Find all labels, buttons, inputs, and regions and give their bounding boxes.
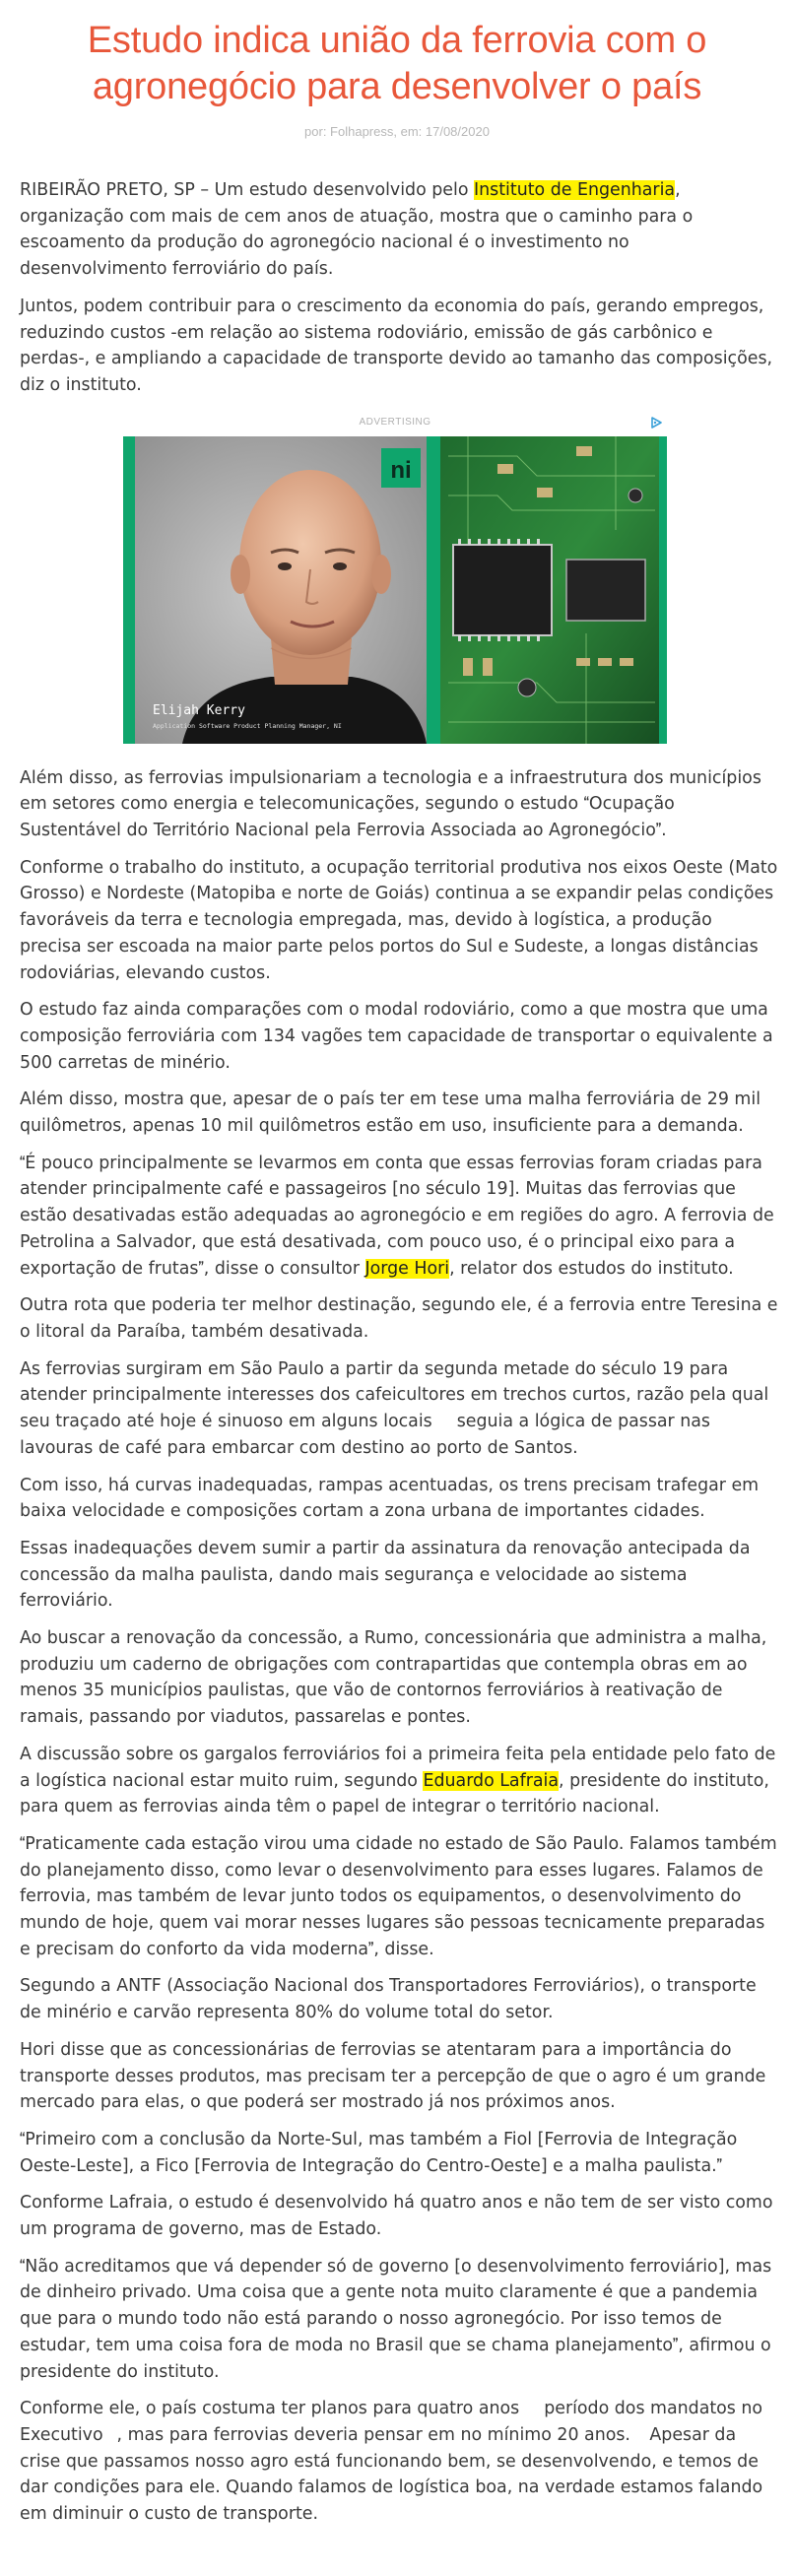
highlighted-entity[interactable]: Instituto de Engenharia (474, 180, 676, 200)
paragraph: Segundo a ANTF (Associação Nacional dos Transportadores Ferroviários), o transporte de minério e carvão representa 80% do volume total do setor. (20, 1976, 757, 2023)
paragraph: Ao buscar a renovação da concessão, a Rumo, concessionária que administra a malha, produziu um caderno de obrigações com contrapartidas que contempla obras em ao menos 35 municípios paulistas, que vão de contornos ferroviários à reativação de ramais, passando por viadutos, passarelas e pontes. (20, 1628, 767, 1728)
paragraph-text: RIBEIRÃO PRETO, SP – Um estudo desenvolvido pelo (20, 180, 475, 200)
paragraph: Outra rota que poderia ter melhor destinação, segundo ele, é a ferrovia entre Teresina e o litoral da Paraíba, também desativada. (20, 1295, 778, 1342)
paragraph: Juntos, podem contribuir para o crescimento da economia do país, gerando empregos, reduzindo custos -em relação ao sistema rodoviário, emissão de gás carbônico e perdas-, e ampliando a capacidade de transporte devido ao tamanho das composições, diz o instituto. (20, 296, 773, 395)
paragraph: Praticamente cada estação virou uma cidade no estado de São Paulo. Falamos também do planejamento disso, como levar o desenvolvimento para esses lugares. Falamos de ferrovia, mas também de levar junto todos os equipamentos, o desenvolvimento do mundo de hoje, quem vai morar nesses lugares são pessoas tecnicamente preparadas e precisam do conforto da vida moderna, disse. (20, 1833, 777, 1959)
article-byline: por: Folhapress, em: 17/08/2020 (304, 124, 490, 139)
paragraph-text: , organização com mais de cem anos de atuação, mostra que o caminho para o escoamento da produção do agronegócio nacional é o investimento no desenvolvimento ferroviário do país. (20, 180, 694, 280)
paragraph: Conforme o trabalho do instituto, a ocupação territorial produtiva nos eixos Oeste (Mato Grosso) e Nordeste (Matopiba e norte de Goiás) continua a se expandir pelas condições favoráveis da terra e tecnologia empregada, mas, devido à logística, a produção precisa ser escoada na maior parte pelos portos do Sul e Sudeste, a longas distâncias rodoviárias, elevando custos. (20, 857, 778, 983)
paragraph: Primeiro com a conclusão da Norte-Sul, mas também a Fiol [Ferrovia de Integração Oeste-Leste], a Fico [Ferrovia de Integração do Centro-Oeste] e a malha paulista. (20, 2129, 738, 2176)
ad-person-role: Application Software Product Planning Manager, NI (153, 721, 342, 730)
highlighted-entity[interactable]: Jorge Hori (364, 1258, 450, 1279)
paragraph: O estudo faz ainda comparações com o modal rodoviário, como a que mostra que uma composição ferroviária com 134 vagões tem capacidade de transportar o equivalente a 500 carretas de minério. (20, 1000, 773, 1073)
paragraph-text: , relator dos estudos do instituto. (449, 1258, 734, 1279)
ad-chip (453, 545, 552, 635)
paragraph: Conforme ele, o país costuma ter planos para quatro anos  período dos mandatos no Executivo, mas para ferrovias deveria pensar em no mínimo 20 anos. Apesar da crise que passamos nosso agro está funcionando bem, se desenvolvendo, e temos de dar condições para ele. Quando falamos de logística boa, na verdade estamos falando em diminuir o custo de transporte. (20, 2399, 763, 2525)
paragraph: Além disso, mostra que, apesar de o país ter em tese uma malha ferroviária de 29 mil quilômetros, apenas 10 mil quilômetros estão em uso, insuficiente para a demanda. (20, 1090, 761, 1137)
paragraph: As ferrovias surgiram em São Paulo a partir da segunda metade do século 19 para atender principalmente interesses dos cafeicultores em trechos curtos, razão pela qual seu traçado até hoje é sinuoso em alguns locais  seguia a lógica de passar nas lavouras de café para embarcar com destino ao porto de Santos. (20, 1358, 769, 1458)
article-title: Estudo indica união da ferrovia com o agronegócio para desenvolver o país (87, 20, 707, 107)
paragraph-text: A discussão sobre os gargalos ferroviários foi a primeira feita pela entidade pelo fato de a logística nacional estar muito ruim, segundo (20, 1744, 776, 1791)
paragraph: Conforme Lafraia, o estudo é desenvolvido há quatro anos e não tem de ser visto como um programa de governo, mas de Estado. (20, 2193, 773, 2240)
ad-brand-mark: ni (390, 456, 412, 484)
paragraph-text: É pouco principalmente se levarmos em conta que essas ferrovias foram criadas para atender principalmente café e passageiros [no século 19]. Muitas das ferrovias que estão desativadas estão adequadas ao agronegócio e em regiões do agro. A ferrovia de Petrolina a Salvador, que está desativada, com pouco uso, é o principal eixo para a exportação de frutas, disse o consultor (20, 1153, 774, 1279)
paragraph (20, 177, 778, 283)
paragraph: Hori disse que as concessionárias de ferrovias se atentaram para a importância do transporte desses produtos, mas precisam ter a percepção de que o agro é um grande mercado para elas, o que poderá ser mostrado já nos próximos anos. (20, 2039, 766, 2113)
article-body (20, 177, 778, 2539)
ad-person-name: Elijah Kerry (153, 702, 245, 718)
highlighted-entity[interactable]: Eduardo Lafraia (423, 1770, 560, 1791)
ad-banner-image[interactable] (123, 436, 667, 744)
paragraph: Essas inadequações devem sumir a partir da assinatura da renovação antecipada da concessão da malha paulista, dando mais segurança e velocidade ao sistema ferroviário. (20, 1538, 751, 1612)
paragraph (20, 1742, 778, 1820)
paragraph: Com isso, há curvas inadequadas, rampas acentuadas, os trens precisam trafegar em baixa velocidade e composições cortam a zona urbana de importantes cidades. (20, 1475, 760, 1522)
paragraph: Não acreditamos que vá depender só de governo [o desenvolvimento ferroviário], mas de dinheiro privado. Uma coisa que a gente nota muito claramente é que a pandemia que para o mundo todo não está parando o nosso agronegócio. Por isso temos de estudar, tem uma coisa fora de moda no Brasil que se chama planejamento, afirmou o presidente do instituto. (20, 2256, 772, 2382)
ad-label: ADVERTISING (359, 416, 431, 428)
paragraph: Além disso, as ferrovias impulsionariam a tecnologia e a infraestrutura dos municípios em setores como energia e telecomunicações, segundo o estudo Ocupação Sustentável do Território Nacional pela Ferrovia Associada ao Agronegócio. (20, 767, 761, 841)
advertisement[interactable] (123, 417, 667, 744)
adchoices-icon[interactable] (650, 417, 662, 429)
paragraph-text: , presidente do instituto, para quem as ferrovias ainda têm o papel de integrar o território nacional. (20, 1770, 769, 1817)
paragraph (20, 1151, 778, 1283)
ad-chip (566, 560, 645, 621)
